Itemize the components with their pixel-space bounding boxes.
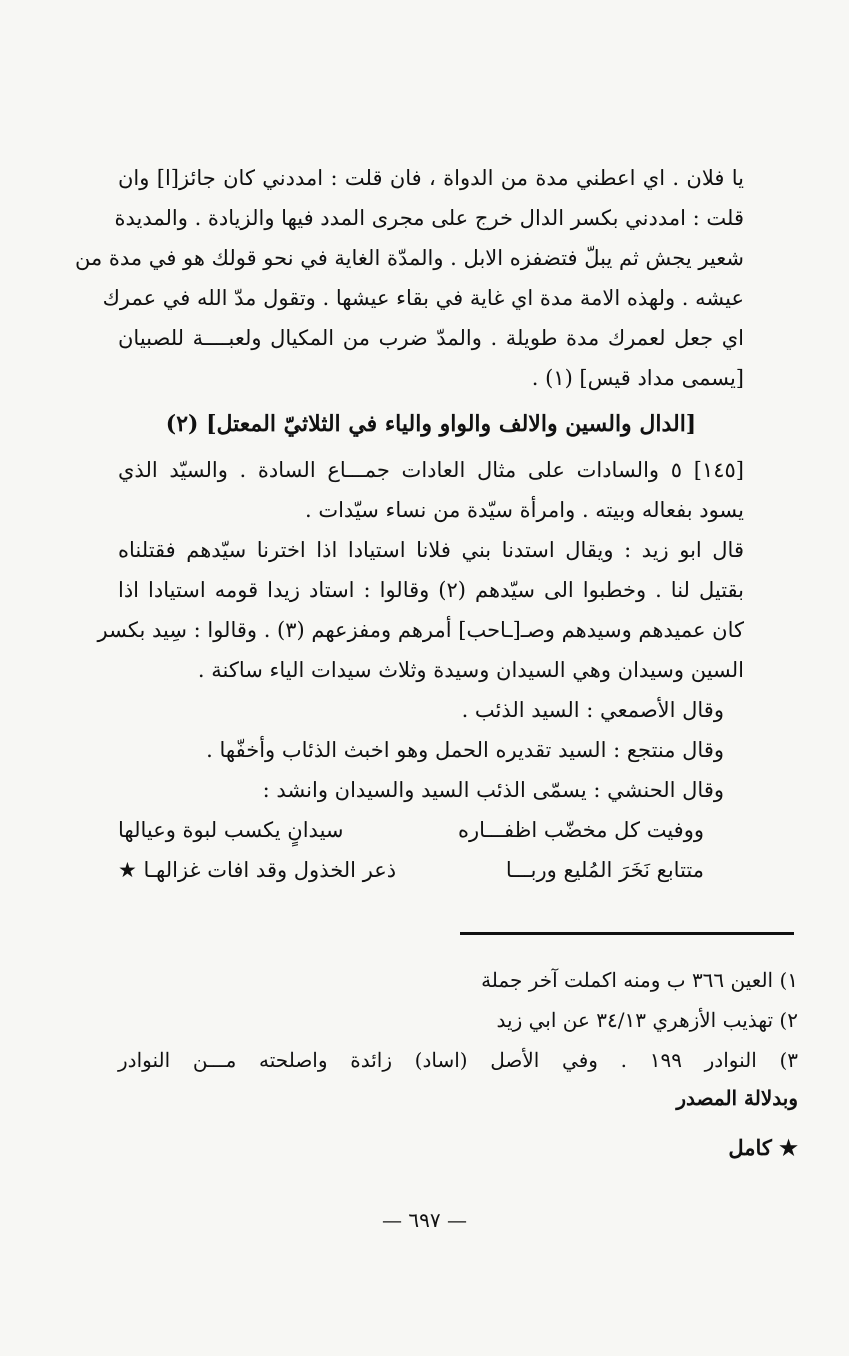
verse-line: [118, 810, 744, 850]
text-line: وقال منتجع : السيد تقديره الحمل وهو اخبث الذئاب وأخفّها .: [206, 738, 724, 762]
footnote-divider: [460, 932, 794, 935]
verse-hemistich-second: ذعر الخذول وقد افات غزالهـا ★: [118, 858, 397, 882]
text-line: قال ابو زيد : ويقال استدنا بني فلانا استيادا اذا اخترنا سيّدهم فقتلناه: [118, 538, 744, 562]
text-line: كان عميدهم وسيدهم وصـ[ـاحب] أمرهم ومفزعهم (٣) . وقالوا : سِيد بكسر: [97, 618, 744, 642]
text-line: السين وسيدان وهي السيدان وسيدة وثلاث سيدات الياء ساكنة .: [197, 658, 744, 682]
page-number: — ٦٩٧ —: [382, 1208, 467, 1232]
footnote: ٢) تهذيب الأزهري ٣٤/١٣ عن ابي زيد: [496, 1008, 798, 1032]
text-line: يسود بفعاله وبيته . وامرأة سيّدة من نساء سيّدات .: [304, 498, 744, 522]
verse-hemistich-first: متتابع نَخَرَ المُليع وربـــا: [505, 858, 704, 882]
section-heading: [الدال والسين والالف والواو والياء في الثلاثيّ المعتل] (٢): [165, 411, 697, 437]
verse-hemistich-first: ووفيت كل مخضّب اظفـــاره: [457, 818, 704, 842]
text-line: بقتيل لنا . وخطبوا الى سيّدهم (٢) وقالوا : استاد زيدا قومه استيادا اذا: [118, 578, 744, 602]
verse-hemistich-second: سيدانٍ يكسب لبوة وعيالها: [118, 818, 344, 842]
text-line: قلت : امددني بكسر الدال خرج على مجرى المدد فيها والزيادة . والمديدة: [114, 206, 744, 230]
text-line: عيشه . ولهذه الامة مدة اي غاية في بقاء عيشها . وتقول مدّ الله في عمرك: [102, 286, 744, 310]
text-line: [يسمى مداد قيس] (١) .: [531, 366, 744, 390]
meter-note: ★ كامل: [728, 1135, 798, 1160]
text-line: اي جعل لعمرك مدة طويلة . والمدّ ضرب من المكيال ولعبــــة للصبيان: [118, 326, 744, 350]
text-line: شعير يجش ثم يبلّ فتضفزه الابل . والمدّة الغاية في نحو قولك هو في مدة من: [74, 246, 744, 270]
footnote-continuation: وبدلالة المصدر: [676, 1086, 798, 1110]
text-line: وقال الأصمعي : السيد الذئب .: [461, 698, 724, 722]
text-line: [١٤٥] ٥ والسادات على مثال العادات جمـــاع السادة . والسيّد الذي: [118, 458, 744, 482]
main-text: [74, 158, 744, 890]
footnotes: [118, 960, 798, 1168]
footnote: ٣) النوادر ١٩٩ . وفي الأصل (اساد) زائدة واصلحته مـــن النوادر: [118, 1048, 799, 1072]
text-line: يا فلان . اي اعطني مدة من الدواة ، فان قلت : امددني كان جائز[ا] وان: [118, 166, 744, 190]
footnote: ١) العين ٣٦٦ ب ومنه اكملت آخر جملة: [481, 968, 798, 992]
text-line: وقال الحنشي : يسمّى الذئب السيد والسيدان وانشد :: [262, 778, 724, 802]
verse-line: [118, 850, 744, 890]
